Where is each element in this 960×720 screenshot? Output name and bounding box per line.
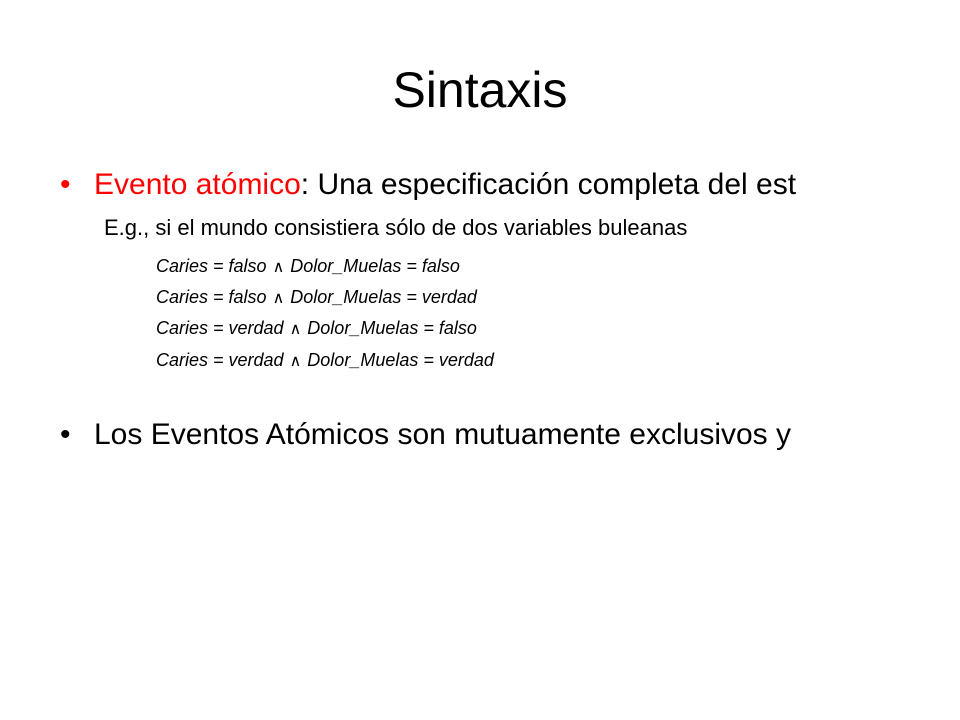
event-left: Caries = verdad [156,318,284,338]
bullet-text: Los Eventos Atómicos son mutuamente exclusivos y [94,418,792,451]
event-line-3 [156,315,477,343]
example-intro: E.g., si el mundo consistiera sólo de dos variables buleanas [104,215,688,240]
event-right: Dolor_Muelas = falso [307,318,477,338]
bullet-atomic-event [60,165,796,205]
logical-and-symbol: ∧ [289,353,302,370]
event-line-2 [156,284,477,312]
bullet-mutually-exclusive [60,415,791,455]
logical-and-symbol: ∧ [272,290,285,307]
event-line-1 [156,253,460,281]
logical-and-symbol: ∧ [289,321,302,338]
bullet-marker: • [60,168,71,201]
slide-title: Sintaxis [392,62,568,118]
event-right: Dolor_Muelas = verdad [290,287,477,307]
event-left: Caries = falso [156,256,267,276]
event-left: Caries = verdad [156,350,284,370]
event-right: Dolor_Muelas = falso [290,256,460,276]
event-line-4 [156,347,494,375]
logical-and-symbol: ∧ [272,259,285,276]
term-atomic-event: Evento atómico [94,168,301,201]
event-left: Caries = falso [156,287,267,307]
bullet-marker: • [60,418,71,451]
definition-text: : Una especificación completa del est [300,168,797,201]
event-right: Dolor_Muelas = verdad [307,350,494,370]
